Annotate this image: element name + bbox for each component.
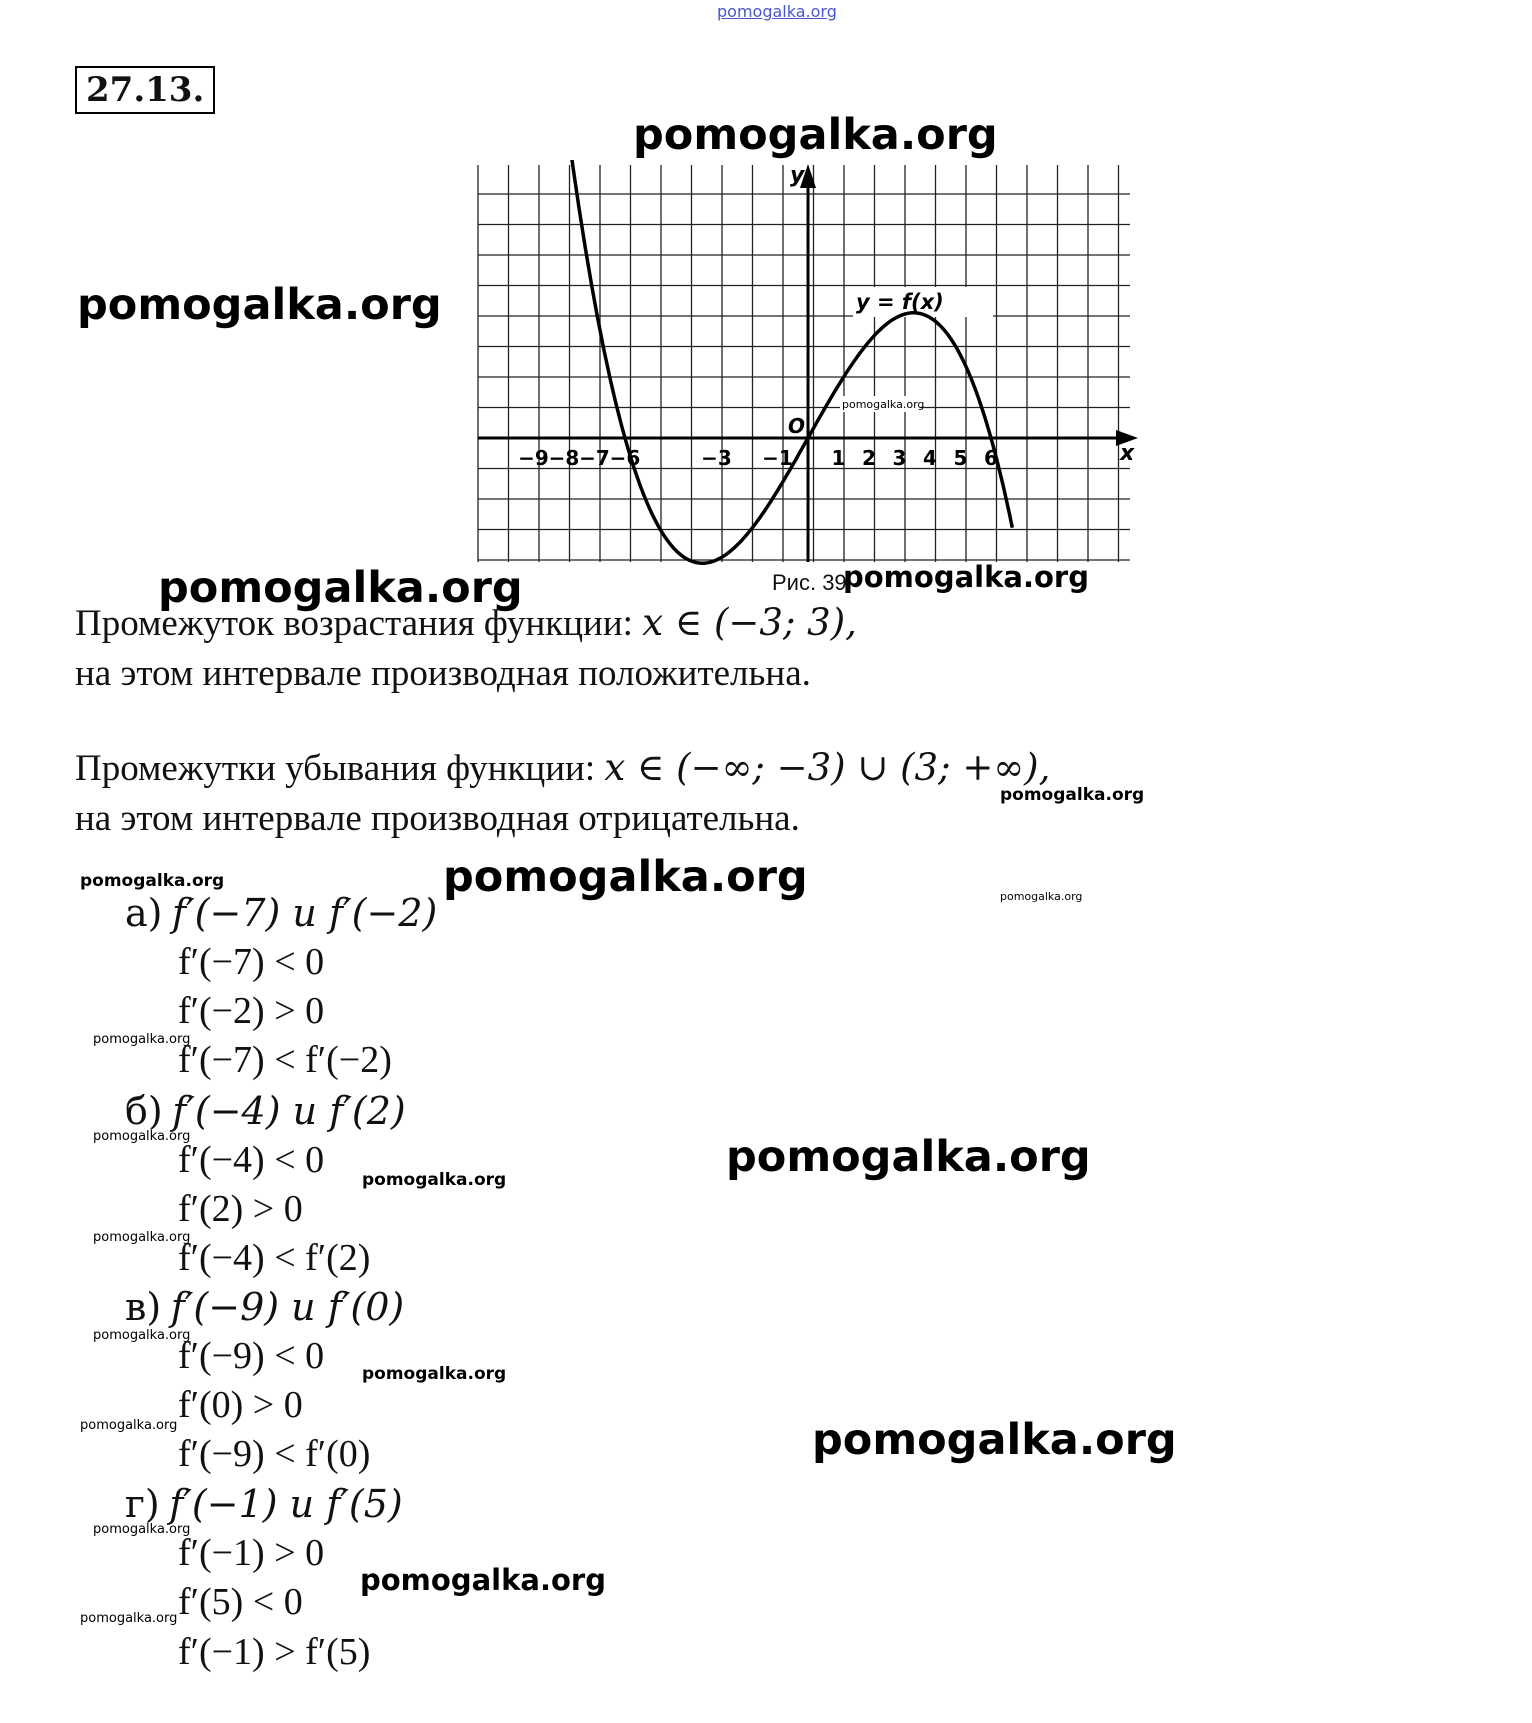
part-line: f′(0) > 0	[178, 1384, 303, 1426]
decreasing-derivative-text: на этом интервале производная отрицательна.	[75, 798, 800, 839]
x-tick-label: 3	[892, 446, 907, 470]
curve-label: y = f(x)	[856, 290, 944, 314]
increasing-interval: x ∈ (−3; 3),	[642, 601, 857, 644]
part-expression: f′(−9) и f′(0)	[170, 1285, 405, 1329]
header-watermark-link[interactable]: pomogalka.org	[717, 2, 837, 21]
watermark: pomogalka.org	[93, 1328, 191, 1343]
part-line: f′(−9) < f′(0)	[178, 1433, 371, 1475]
watermark: pomogalka.org	[80, 1611, 178, 1626]
decreasing-interval: x ∈ (−∞; −3) ∪ (3; +∞),	[604, 746, 1051, 789]
watermark: pomogalka.org	[158, 563, 523, 613]
part-line: f′(5) < 0	[178, 1581, 303, 1623]
watermark: pomogalka.org	[843, 560, 1089, 594]
part-label: в)	[125, 1285, 162, 1329]
part-line: f′(−1) > 0	[178, 1532, 325, 1574]
figure-caption: Рис. 39	[772, 570, 847, 595]
grid	[478, 165, 1130, 562]
part-line: f′(−2) > 0	[178, 990, 325, 1032]
function-graph	[470, 160, 1140, 572]
watermark: pomogalka.org	[443, 852, 808, 902]
origin-label: O	[788, 414, 806, 438]
x-tick-label: 2	[862, 446, 876, 470]
increasing-derivative-text: на этом интервале производная положительна.	[75, 653, 811, 694]
part-line: f′(2) > 0	[178, 1188, 303, 1230]
decreasing-paragraph	[75, 743, 1050, 844]
decreasing-text: Промежутки убывания функции:	[75, 748, 605, 789]
watermark: pomogalka.org	[362, 1170, 507, 1190]
watermark: pomogalka.org	[726, 1132, 1091, 1182]
watermark: pomogalka.org	[80, 1418, 178, 1433]
x-tick-label: 6	[984, 446, 998, 470]
x-tick-label: −3	[701, 446, 732, 470]
x-tick-label: −1	[762, 446, 793, 470]
part-line: f′(−4) < 0	[178, 1139, 325, 1181]
watermark: pomogalka.org	[360, 1563, 606, 1597]
x-tick-label: −9	[518, 446, 549, 470]
x-tick-label: −6	[609, 446, 641, 470]
watermark: pomogalka.org	[812, 1415, 1177, 1465]
x-axis-ticks	[518, 446, 998, 470]
watermark: pomogalka.org	[633, 110, 998, 160]
part-label: б)	[125, 1089, 163, 1133]
x-tick-label: −8	[548, 446, 580, 470]
watermark: pomogalka.org	[77, 280, 442, 330]
x-tick-label: −7	[579, 446, 610, 470]
x-axis-label: x	[1120, 441, 1135, 466]
inline-watermark: pomogalka.org	[842, 398, 925, 411]
watermark: pomogalka.org	[362, 1364, 507, 1384]
watermark: pomogalka.org	[93, 1230, 191, 1245]
watermark: pomogalka.org	[93, 1032, 191, 1047]
watermark: pomogalka.org	[93, 1522, 191, 1537]
part-label: а)	[125, 891, 163, 935]
watermark: pomogalka.org	[93, 1129, 191, 1144]
increasing-paragraph	[75, 598, 857, 699]
part-line: f′(−9) < 0	[178, 1335, 325, 1377]
watermark: pomogalka.org	[1000, 890, 1083, 903]
part-expression: f′(−7) и f′(−2)	[171, 891, 438, 935]
watermark: pomogalka.org	[80, 871, 225, 891]
part-expression: f′(−1) и f′(5)	[169, 1482, 403, 1526]
problem-number: 27.13.	[75, 66, 215, 114]
watermark: pomogalka.org	[1000, 785, 1145, 805]
y-axis-label: y	[790, 163, 805, 188]
x-tick-label: 1	[831, 446, 846, 470]
part-line: f′(−1) > f′(5)	[178, 1631, 371, 1673]
increasing-text: Промежуток возрастания функции:	[75, 603, 643, 644]
part-line: f′(−7) < 0	[178, 941, 325, 983]
x-tick-label: 5	[953, 446, 968, 470]
part-expression: f′(−4) и f′(2)	[172, 1089, 406, 1133]
part-label: г)	[125, 1482, 160, 1526]
part-line: f′(−7) < f′(−2)	[178, 1039, 392, 1081]
part-line: f′(−4) < f′(2)	[178, 1237, 371, 1279]
x-tick-label: 4	[923, 446, 937, 470]
